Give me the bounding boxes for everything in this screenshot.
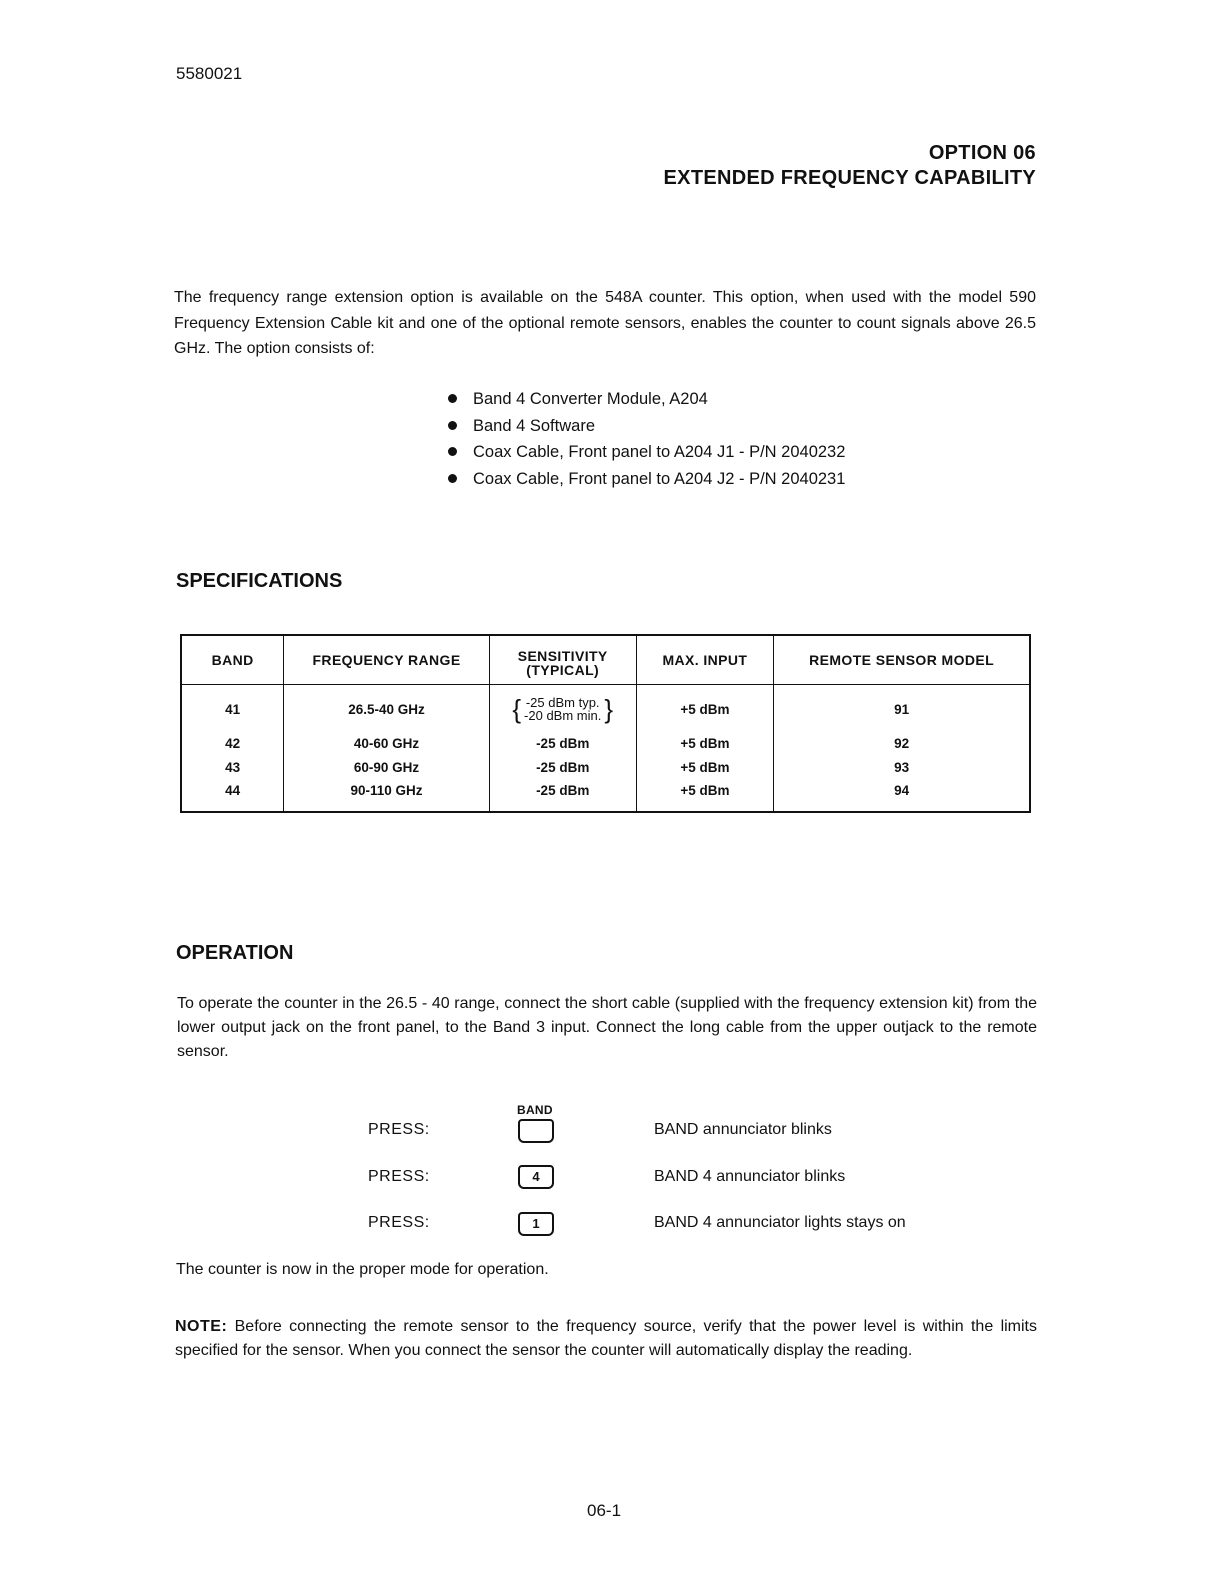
table-row	[181, 731, 1030, 755]
specifications-heading: SPECIFICATIONS	[176, 570, 343, 592]
intro-paragraph: The frequency range extension option is available on the 548A counter. This option, when used with the model 590 Frequency Extension Cable kit and one of the optional remote sensors, enables the counter to count signals above 26.5 GHz. The option consists of:	[174, 289, 1036, 357]
table-row	[181, 755, 1030, 779]
step-result-3: BAND 4 annunciator lights stays on	[654, 1214, 906, 1231]
press-label-3: PRESS:	[368, 1214, 430, 1231]
operation-paragraph: To operate the counter in the 26.5 - 40 range, connect the short cable (supplied with the frequency extension kit) from the lower output jack on the front panel, to the Band 3 input. Connect the long cable from the upper outjack to the remote sensor.	[177, 995, 1037, 1060]
band-cell: 43	[181, 755, 284, 779]
sensitivity-cell: -25 dBm	[489, 731, 636, 755]
sensitivity-typical: -25 dBm typ.	[525, 695, 600, 710]
max-input-cell: +5 dBm	[636, 731, 774, 755]
frequency-cell: 26.5-40 GHz	[284, 685, 490, 732]
note-paragraph	[175, 1315, 1037, 1363]
specifications-table	[180, 634, 1031, 813]
frequency-cell: 90-110 GHz	[284, 779, 490, 812]
sensitivity-range	[509, 696, 616, 722]
col-sensitivity-header	[489, 635, 636, 685]
title-line-2: EXTENDED FREQUENCY CAPABILITY	[663, 167, 1036, 189]
sensitivity-cell	[489, 685, 636, 732]
sensor-model-cell: 92	[774, 731, 1030, 755]
title-line-1: OPTION 06	[928, 142, 1036, 164]
sensitivity-cell: -25 dBm	[489, 779, 636, 812]
operation-heading: OPERATION	[176, 942, 294, 964]
col-frequency-header: FREQUENCY RANGE	[284, 635, 490, 685]
sensitivity-header-line2: (TYPICAL)	[526, 662, 600, 678]
page-number: 06-1	[587, 1501, 622, 1520]
sensor-model-cell: 91	[774, 685, 1030, 732]
band-key	[518, 1119, 554, 1143]
col-max-input-header: MAX. INPUT	[636, 635, 774, 685]
press-label-2: PRESS:	[368, 1168, 430, 1185]
list-item: Band 4 Converter Module, A204	[448, 386, 845, 413]
key-1: 1	[518, 1212, 554, 1236]
press-label-1: PRESS:	[368, 1121, 430, 1138]
sensor-model-cell: 94	[774, 779, 1030, 812]
document-number: 5580021	[176, 64, 243, 83]
sensitivity-header-line1: SENSITIVITY	[517, 648, 608, 664]
key-4: 4	[518, 1165, 554, 1189]
table-row	[181, 685, 1030, 732]
col-band-header: BAND	[181, 635, 284, 685]
step-result-2: BAND 4 annunciator blinks	[654, 1168, 846, 1185]
max-input-cell: +5 dBm	[636, 779, 774, 812]
sensitivity-values	[524, 696, 601, 722]
band-key-label: BAND	[517, 1103, 553, 1117]
right-brace: }	[604, 694, 614, 724]
proper-mode-text: The counter is now in the proper mode for operation.	[176, 1261, 549, 1278]
max-input-cell: +5 dBm	[636, 685, 774, 732]
table-header-row	[181, 635, 1030, 685]
col-sensor-header: REMOTE SENSOR MODEL	[774, 635, 1030, 685]
band-cell: 42	[181, 731, 284, 755]
sensitivity-cell: -25 dBm	[489, 755, 636, 779]
note-text: Before connecting the remote sensor to the frequency source, verify that the power level is within the limits specified for the sensor. When you connect the sensor the counter will automatically display the reading.	[175, 1318, 1038, 1359]
max-input-cell: +5 dBm	[636, 755, 774, 779]
note-label: NOTE:	[175, 1318, 228, 1335]
table-row	[181, 779, 1030, 812]
list-item: Coax Cable, Front panel to A204 J2 - P/N 2040231	[448, 466, 845, 493]
band-cell: 44	[181, 779, 284, 812]
sensitivity-minimum: -20 dBm min.	[524, 708, 602, 723]
option-contents-list	[448, 386, 845, 492]
left-brace: {	[512, 694, 522, 724]
sensor-model-cell: 93	[774, 755, 1030, 779]
step-result-1: BAND annunciator blinks	[654, 1121, 832, 1138]
frequency-cell: 40-60 GHz	[284, 731, 490, 755]
page-title	[664, 141, 1036, 191]
frequency-cell: 60-90 GHz	[284, 755, 490, 779]
list-item: Band 4 Software	[448, 413, 845, 440]
band-cell: 41	[181, 685, 284, 732]
list-item: Coax Cable, Front panel to A204 J1 - P/N 2040232	[448, 439, 845, 466]
